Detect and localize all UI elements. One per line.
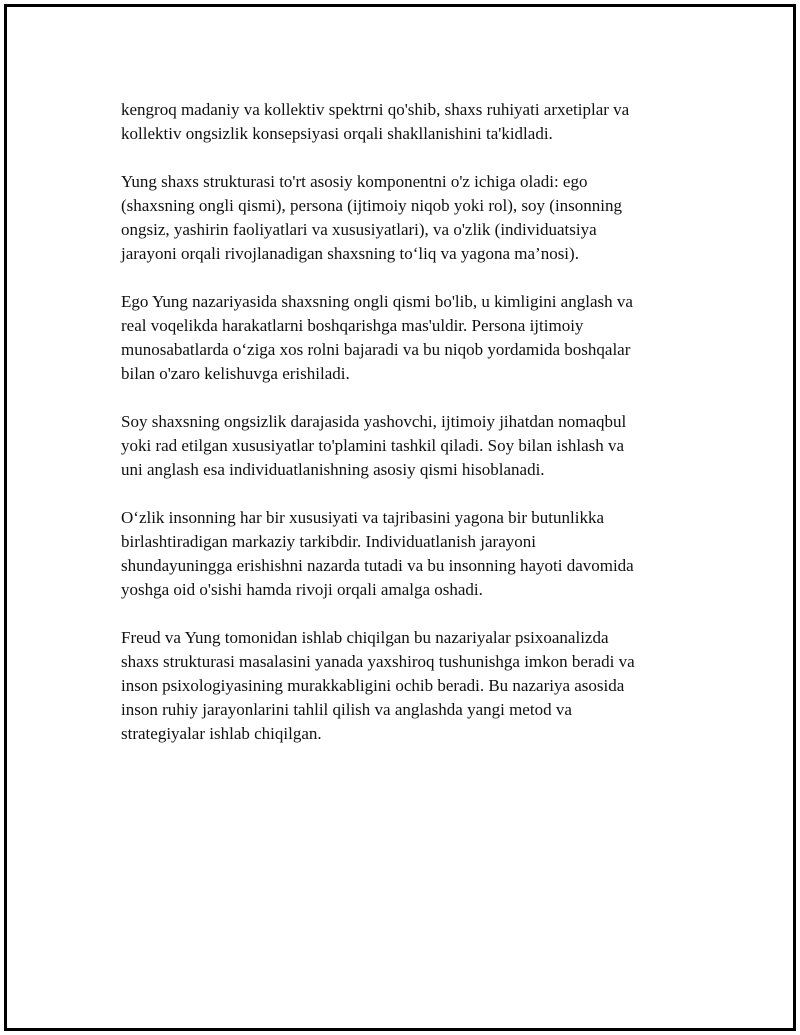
paragraph: Soy shaxsning ongsizlik darajasida yashovchi, ijtimoiy jihatdan nomaqbul yoki rad etilgan xususiyatlar to'plamini tashkil qiladi. Soy bilan ishlash va uni anglash esa individuatlanishning asosiy qismi hisoblanadi. (121, 412, 627, 479)
paragraph: Yung shaxs strukturasi to'rt asosiy komponentni o'z ichiga oladi: ego (shaxsning ongli qismi), persona (ijtimoiy niqob yoki rol), soy (insonning ongsiz, yashirin faoliyatlari va xususiyatlari), va o'zlik (individuatsiya jarayoni orqali rivojlanadigan shaxsning to‘liq va yagona ma’nosi). (121, 172, 623, 263)
paragraph: Freud va Yung tomonidan ishlab chiqilgan bu nazariyalar psixoanalizda shaxs strukturasi masalasini yanada yaxshiroq tushunishga imkon beradi va inson psixologiyasining murakkabligini ochib beradi. Bu nazariya asosida inson ruhiy jarayonlarini tahlil qilish va anglashda yangi metod va strategiyalar ishlab chiqilgan. (121, 628, 635, 743)
paragraph: O‘zlik insonning har bir xususiyati va tajribasini yagona bir butunlikka birlashtiradigan markaziy tarkibdir. Individuatlanish jarayoni shundayuningga erishishni nazarda tutadi va bu insonning hayoti davomida yoshga oid o'sishi hamda rivoji orqali amalga oshadi. (121, 508, 634, 599)
document-body (121, 98, 691, 770)
paragraph: kengroq madaniy va kollektiv spektrni qo'shib, shaxs ruhiyati arxetiplar va kollektiv ongsizlik konsepsiyasi orqali shakllanishini ta'kidladi. (121, 100, 630, 143)
paragraph: Ego Yung nazariyasida shaxsning ongli qismi bo'lib, u kimligini anglash va real voqelikda harakatlarni boshqarishga mas'uldir. Persona ijtimoiy munosabatlarda o‘ziga xos rolni bajaradi va bu niqob yordamida boshqalar bilan o'zaro kelishuvga erishiladi. (121, 292, 633, 383)
document-page (4, 4, 796, 1031)
